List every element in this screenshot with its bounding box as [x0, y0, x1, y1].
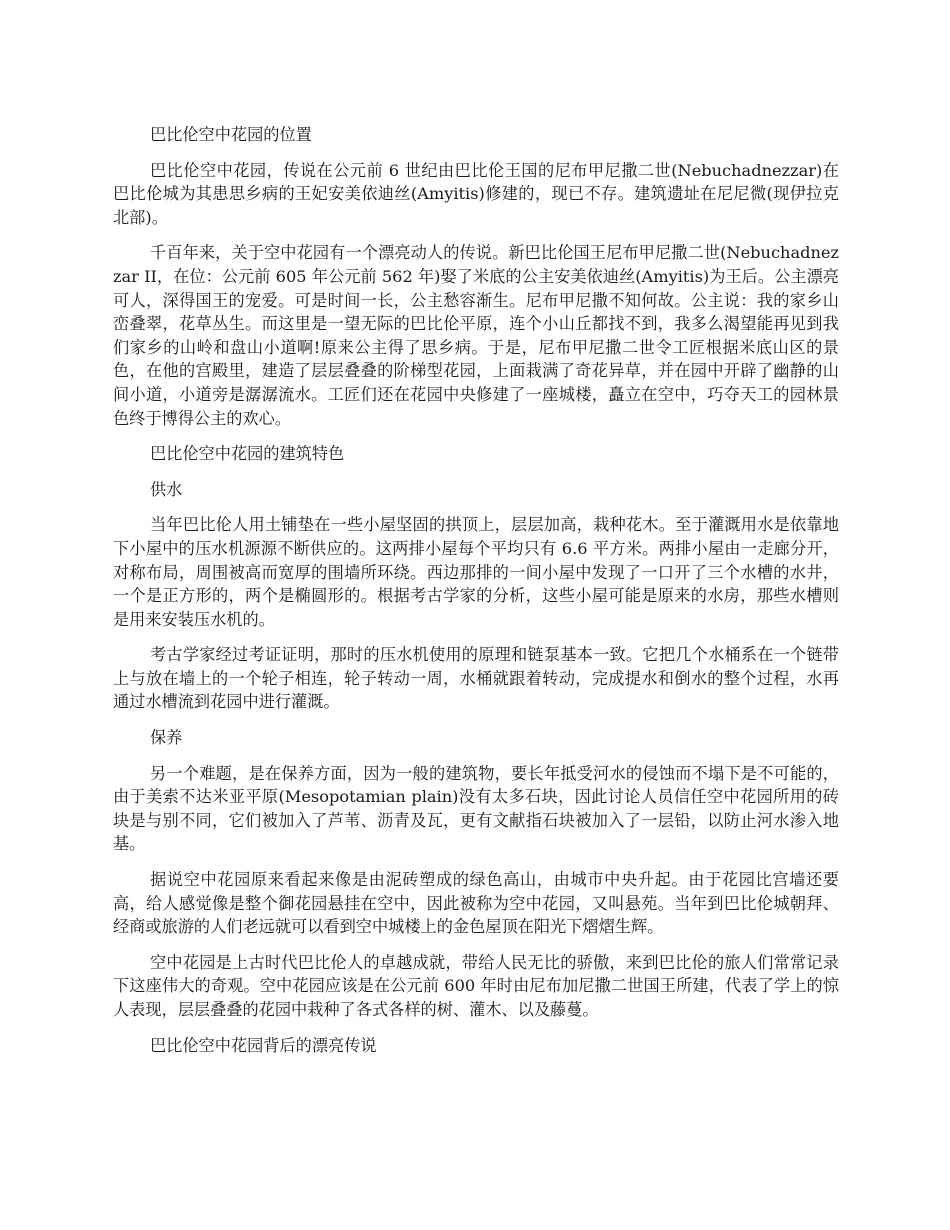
paragraph-pump: 考古学家经过考证证明，那时的压水机使用的原理和链泵基本一致。它把几个水桶系在一个链带上与放在墙上的一个轮子相连，轮子转动一周，水桶就跟着转动，完成提水和倒水的整个过程，水再通过水槽流到花园中进行灌溉。 [113, 645, 839, 712]
paragraph-appearance: 据说空中花园原来看起来像是由泥砖塑成的绿色高山，由城市中央升起。由于花园比宫墙还要高，给人感觉像是整个御花园悬挂在空中，因此被称为空中花园，又叫悬苑。当年到巴比伦城朝拜、经商或旅游的人们老远就可以看到空中城楼上的金色屋顶在阳光下熠熠生辉。 [113, 870, 839, 937]
paragraph-maintenance: 另一个难题，是在保养方面，因为一般的建筑物，要长年抵受河水的侵蚀而不塌下是不可能的，由于美索不达米亚平原(Mesopotamian plain)没有太多石块，因此讨论人员信任空中花园所用的砖块是与别不同，它们被加入了芦苇、沥青及瓦，更有文献指石块被加入了一层铅，以防止河水渗入地基。 [113, 763, 839, 854]
subheading-water-supply: 供水 [150, 479, 183, 499]
subheading-maintenance: 保养 [150, 728, 183, 748]
paragraph-achievement: 空中花园是上古时代巴比伦人的卓越成就，带给人民无比的骄傲，来到巴比伦的旅人们常常记录下这座伟大的奇观。空中花园应该是在公元前 600 年时由尼布加尼撒二世国王所建，代表了学上的惊人表现，层层叠叠的花园中栽种了各式各样的树、灌木、以及藤蔓。 [113, 952, 839, 1019]
paragraph-intro: 巴比伦空中花园，传说在公元前 6 世纪由巴比伦王国的尼布甲尼撒二世(Nebuchadnezzar)在巴比伦城为其患思乡病的王妃安美依迪丝(Amyitis)修建的，现已不存。建筑遗址在尼尼微(现伊拉克北部)。 [113, 160, 839, 227]
section-heading-architecture: 巴比伦空中花园的建筑特色 [150, 444, 345, 464]
section-heading-location: 巴比伦空中花园的位置 [150, 125, 312, 144]
paragraph-legend: 千百年来，关于空中花园有一个漂亮动人的传说。新巴比伦国王尼布甲尼撒二世(Nebuchadnezzar II，在位：公元前 605 年公元前 562 年)娶了米底的公主安美依迪丝(Amyitis)为王后。公主漂亮可人，深得国王的宠爱。可是时间一长，公主愁容渐生。尼布甲尼撒不知何故。公主说：我的家乡山峦叠翠，花草丛生。而这里是一望无际的巴比伦平原，连个小山丘都找不到，我多么渴望能再见到我们家乡的山岭和盘山小道啊!原来公主得了思乡病。于是，尼布甲尼撒二世令工匠根据米底山区的景色，在他的宫殿里，建造了层层叠叠的阶梯型花园，上面栽满了奇花异草，并在园中开辟了幽静的山间小道，小道旁是潺潺流水。工匠们还在花园中央修建了一座城楼，矗立在空中，巧夺天工的园林景色终于博得公主的欢心。 [113, 243, 839, 428]
section-heading-legend: 巴比伦空中花园背后的漂亮传说 [150, 1035, 377, 1055]
paragraph-water-supply: 当年巴比伦人用土铺垫在一些小屋坚固的拱顶上，层层加高，栽种花木。至于灌溉用水是依靠地下小屋中的压水机源源不断供应的。这两排小屋每个平均只有 6.6 平方米。两排小屋由一走廊分开，对称布局，周围被高而宽厚的围墙所环绕。西边那排的一间小屋中发现了一口开了三个水槽的水井，一个是正方形的，两个是椭圆形的。根据考古学家的分析，这些小屋可能是原来的水房，那些水槽则是用来安装压水机的。 [113, 515, 839, 629]
document-page [113, 123, 839, 1069]
